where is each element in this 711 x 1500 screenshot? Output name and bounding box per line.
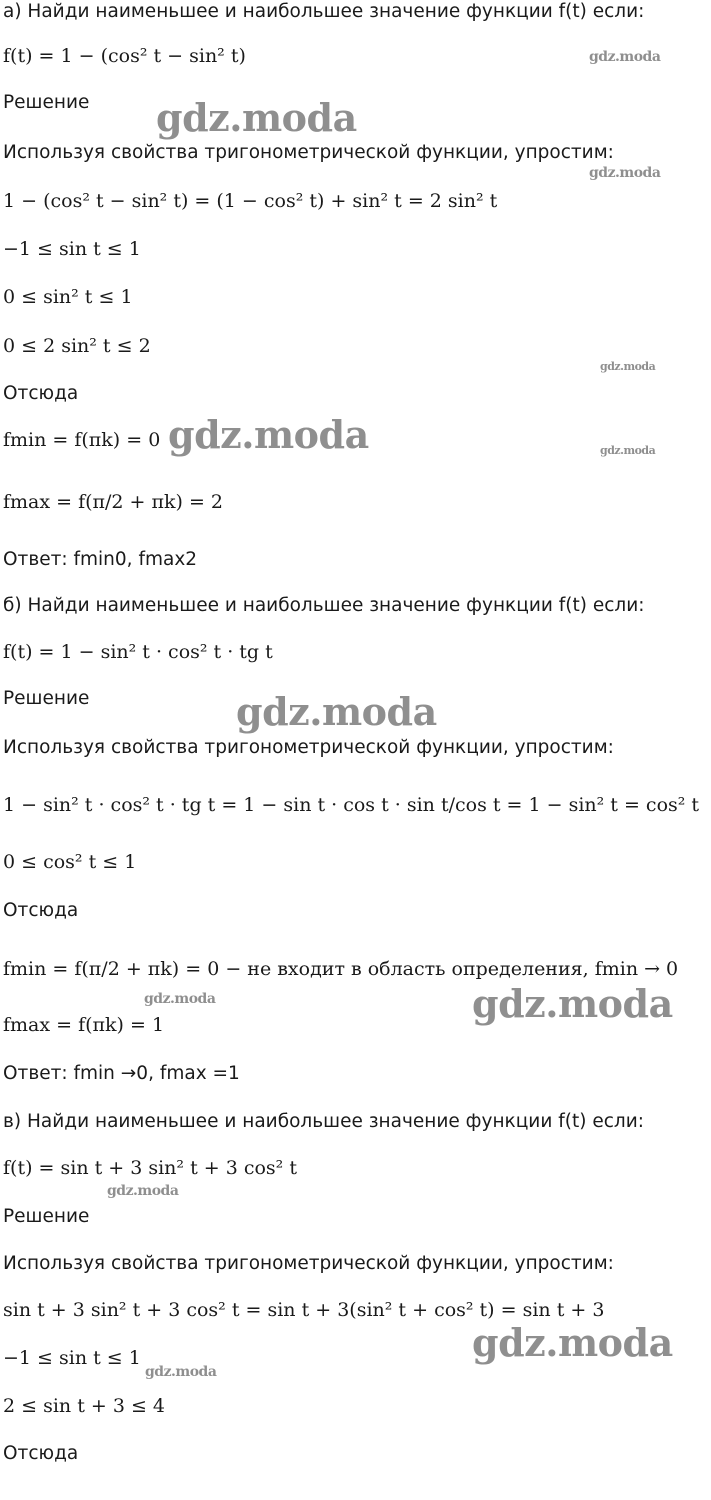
simplify-b: 1 − sin² t · cos² t · tg t = 1 − sin t · cos t · sin t/cos t = 1 − sin² t = cos² t	[3, 794, 700, 816]
watermark: gdz.moda	[600, 360, 656, 373]
watermark: gdz.moda	[156, 95, 357, 140]
ineq2-c: 2 ≤ sin t + 3 ≤ 4	[3, 1395, 166, 1417]
watermark: gdz.moda	[472, 1320, 673, 1365]
watermark: gdz.moda	[589, 165, 661, 181]
watermark: gdz.moda	[472, 981, 673, 1026]
task-b: б) Найди наименьшее и наибольшее значение функции f(t) если:	[3, 595, 645, 616]
intro-c: Используя свойства тригонометрической функции, упростим:	[3, 1253, 614, 1274]
watermark: gdz.moda	[145, 1364, 217, 1380]
watermark: gdz.moda	[107, 1183, 179, 1199]
fmax-b: fmax = f(πk) = 1	[3, 1014, 165, 1036]
fmax-a: fmax = f(π/2 + πk) = 2	[3, 491, 224, 513]
answer-a: Ответ: fmin0, fmax2	[3, 549, 198, 570]
function-a: f(t) = 1 − (cos² t − sin² t)	[3, 45, 246, 67]
simplify-c: sin t + 3 sin² t + 3 cos² t = sin t + 3(sin² t + cos² t) = sin t + 3	[3, 1299, 605, 1321]
intro-a: Используя свойства тригонометрической функции, упростим:	[3, 142, 614, 163]
hence-a: Отсюда	[3, 383, 79, 404]
watermark: gdz.moda	[144, 991, 216, 1007]
intro-b: Используя свойства тригонометрической функции, упростим:	[3, 737, 614, 758]
simplify-a: 1 − (cos² t − sin² t) = (1 − cos² t) + sin² t = 2 sin² t	[3, 190, 498, 212]
watermark: gdz.moda	[168, 412, 369, 457]
task-c: в) Найди наименьшее и наибольшее значение функции f(t) если:	[3, 1111, 644, 1132]
solution-label-c: Решение	[3, 1206, 90, 1227]
ineq1-a: −1 ≤ sin t ≤ 1	[3, 238, 141, 260]
ineq3-a: 0 ≤ 2 sin² t ≤ 2	[3, 335, 151, 357]
ineq1-c: −1 ≤ sin t ≤ 1	[3, 1347, 141, 1369]
task-a: а) Найди наименьшее и наибольшее значение функции f(t) если:	[3, 1, 645, 22]
hence-b: Отсюда	[3, 900, 79, 921]
solution-label-b: Решение	[3, 688, 90, 709]
ineq1-b: 0 ≤ cos² t ≤ 1	[3, 851, 137, 873]
answer-b: Ответ: fmin →0, fmax =1	[3, 1063, 240, 1084]
solution-label-a: Решение	[3, 92, 90, 113]
watermark: gdz.moda	[589, 49, 661, 65]
fmin-a: fmin = f(πk) = 0	[3, 429, 161, 451]
function-c: f(t) = sin t + 3 sin² t + 3 cos² t	[3, 1157, 297, 1179]
hence-c: Отсюда	[3, 1443, 79, 1464]
fmin-b: fmin = f(π/2 + πk) = 0 − не входит в область определения, fmin → 0	[3, 958, 679, 980]
watermark: gdz.moda	[600, 444, 656, 457]
ineq2-a: 0 ≤ sin² t ≤ 1	[3, 286, 133, 308]
function-b: f(t) = 1 − sin² t · cos² t · tg t	[3, 641, 273, 663]
watermark: gdz.moda	[236, 689, 437, 734]
